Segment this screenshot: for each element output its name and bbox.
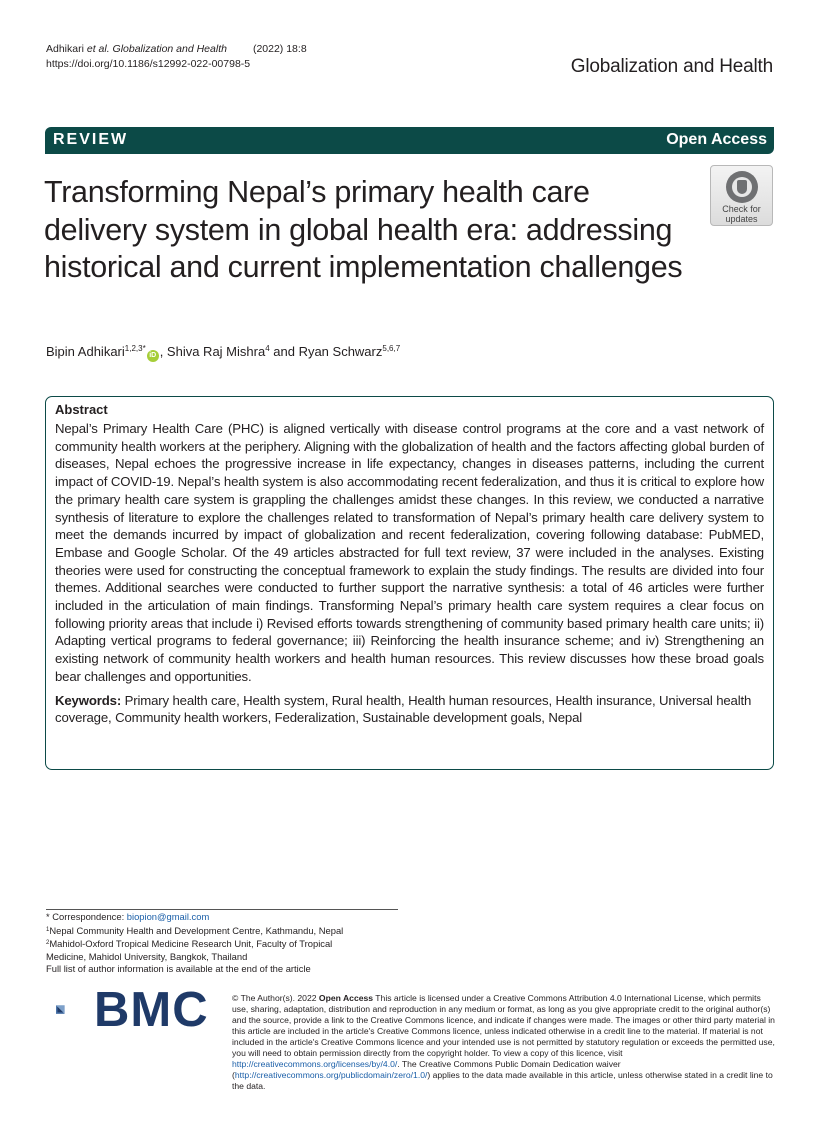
affiliation-text: Mahidol-Oxford Tropical Medicine Research Unit, Faculty of Tropical — [49, 938, 333, 949]
affiliation-sup: 2 — [46, 940, 50, 946]
check-for-updates-badge[interactable] — [710, 165, 773, 226]
citation-line — [46, 42, 307, 57]
open-access-label: Open Access — [666, 131, 767, 148]
author-name: Ryan Schwarz — [298, 344, 383, 359]
correspondence-email[interactable]: biopion@gmail.com — [126, 911, 210, 922]
license-link[interactable]: http://creativecommons.org/licenses/by/4.0/ — [232, 1059, 398, 1069]
license-text: This article is licensed under a Creative Commons Attribution 4.0 International License, which permits use, sharing, adaptation, distribution and reproduction in any medium or format, as long as you give appropriate credit to the original author(s) and the source, provide a link to the Creative Commons licence, and indicate if changes were made. The images or other third party material in this article are included in the article's Creative Commons licence, unless indicated otherwise in a credit line to the material. If material is not included in the article's Creative Commons licence and your intended use is not permitted by statutory regulation or exceeds the permitted use, you will need to obtain permission directly from the copyright holder. To view a copy of this licence, visit — [232, 993, 775, 1058]
bmc-logo-text: BMC — [94, 983, 209, 1037]
affiliation-2-cont: Medicine, Mahidol University, Bangkok, Thailand — [46, 950, 248, 962]
affiliation-1 — [46, 924, 343, 938]
affiliation-text: Nepal Community Health and Development Centre, Kathmandu, Nepal — [49, 924, 344, 936]
article-type-banner — [45, 127, 774, 154]
check-updates-line1: Check for — [722, 204, 761, 214]
license-text: . The Creative Commons Public Domain Dedication waiver ( — [232, 1059, 621, 1080]
citation-authors: Adhikari — [46, 43, 87, 55]
doi-link[interactable]: https://doi.org/10.1186/s12992-022-00798-5 — [46, 58, 251, 70]
journal-name: Globalization and Health — [570, 56, 773, 77]
public-domain-link[interactable]: http://creativecommons.org/publicdomain/zero/1.0/ — [234, 1070, 428, 1080]
keywords-label: Keywords: — [55, 692, 122, 708]
keywords-list: Primary health care, Health system, Rural health, Health human resources, Health insurance, Universal health coverage, Community health workers, Federalization, Sustainable development goals, Nepal — [55, 692, 752, 726]
running-header — [46, 42, 307, 72]
author-list — [46, 344, 400, 362]
bmc-logo-icon — [56, 991, 94, 1029]
affiliation-sup: 1 — [46, 926, 50, 933]
author-affiliation-sup: 4 — [265, 344, 270, 353]
footnote-divider — [46, 909, 398, 910]
abstract-heading: Abstract — [55, 402, 108, 417]
author-separator: and — [269, 344, 299, 359]
affiliation-2 — [46, 937, 343, 951]
abstract-box — [45, 396, 774, 770]
citation-journal: et al. Globalization and Health — [86, 43, 227, 55]
author-affiliation-sup: 1,2,3* — [124, 344, 146, 353]
correspondence-label: * Correspondence: — [46, 911, 127, 922]
author-affiliation-sup: 5,6,7 — [382, 344, 401, 353]
license-text: ) applies to the data made available in this article, unless otherwise stated in a credit line to the data. — [232, 1070, 773, 1091]
check-updates-line2: updates — [725, 214, 758, 224]
footnotes — [46, 911, 343, 976]
abstract-text: Nepal’s Primary Health Care (PHC) is aligned vertically with disease control programs at the core and a vast network of community health workers at the periphery. Aligning with the globalization of health and the factors affecting global burden of diseases, Nepal echoes the progressive increase in life expectancy, changes in diseases patterns, including the current impact of COVID-19. Nepal’s health system is also accommodating recent federalization, and thus it is critical to explore how the primary health care system is grappling the challenges amidst these changes. In this review, we conducted a narrative synthesis of literature to explore the challenges related to transformation of Nepal’s primary health care delivery system to meet the demands incurred by impact of globalization and recent federalization, covering following database: PubMED, Embase and Google Scholar. Of the 49 articles abstracted for full text review, 37 were included in the analyses. Existing theories were used for constructing the conceptual framework to explain the study findings. The results are divided into four themes. Additional searches were conducted to further support the narrative synthesis: a total of 46 articles were further included in the articulation of main findings. Transforming Nepal’s primary health care system requires a clear focus on following priority areas that include i) Revised efforts towards strengthening of community based primary health care units; ii) Adapting vertical programs to federal governance; iii) Reinforcing the health insurance scheme; and iv) Strengthening an existing network of community health workers and health human resources. This review discusses how these broad goals bear challenges and opportunities. — [55, 421, 764, 684]
article-type-label: REVIEW — [53, 131, 129, 148]
orcid-icon[interactable]: iD — [147, 350, 159, 362]
citation-year: (2022) 18:8 — [252, 43, 307, 55]
copyright-text: © The Author(s). 2022 — [232, 993, 319, 1003]
author-separator: , — [159, 344, 167, 359]
license-statement — [232, 993, 777, 1092]
keywords — [55, 692, 764, 727]
bookmark-icon — [726, 171, 758, 203]
author-info-note: Full list of author information is available at the end of the article — [46, 963, 311, 974]
author-name: Shiva Raj Mishra — [166, 344, 266, 359]
author-name: Bipin Adhikari — [46, 344, 125, 359]
correspondence-line — [46, 911, 343, 924]
open-access-bold: Open Access — [318, 993, 374, 1003]
article-title: Transforming Nepal’s primary health care delivery system in global health era: addressing historical and current implementation challenges — [44, 175, 683, 284]
